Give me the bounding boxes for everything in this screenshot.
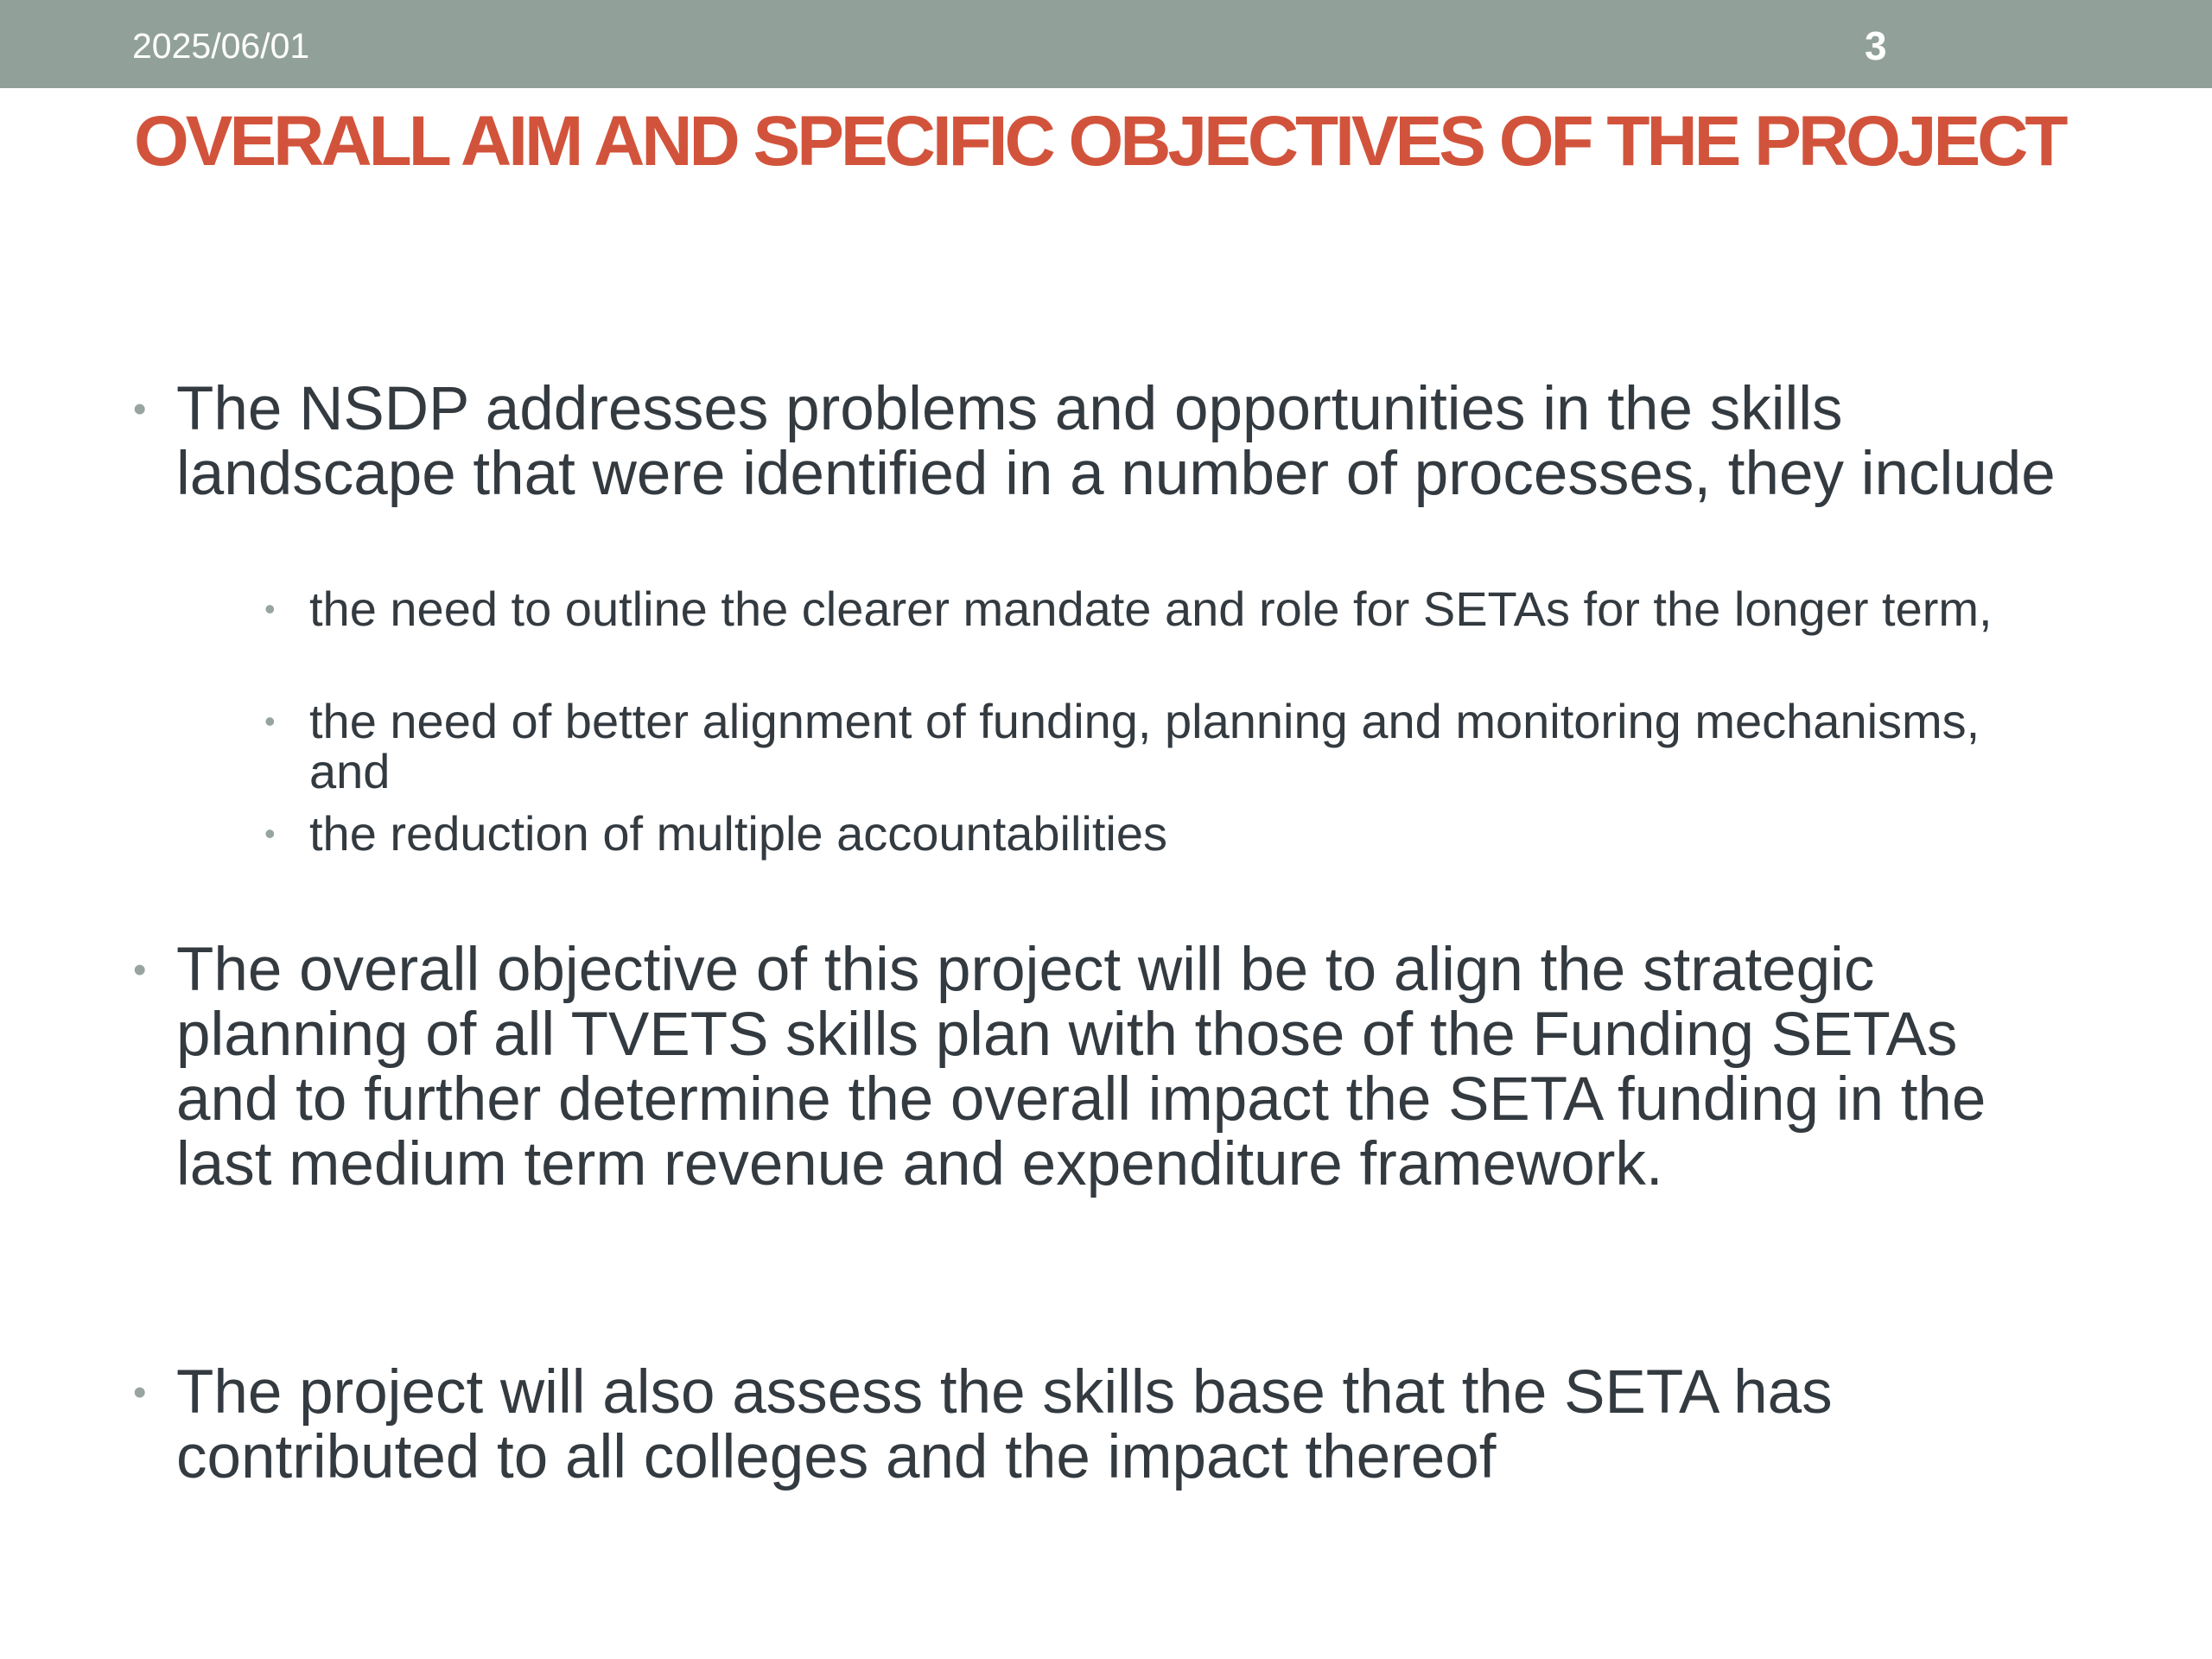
sub-bullet-item-1 xyxy=(264,582,2037,636)
bullet-marker: • xyxy=(133,388,147,430)
bullet-item-3 xyxy=(133,1358,2060,1491)
bullet-marker: • xyxy=(133,949,147,991)
sub-bullet-marker: • xyxy=(264,816,276,851)
bullet-item-2 xyxy=(133,936,2060,1198)
slide-date: 2025/06/01 xyxy=(132,26,310,66)
sub-bullet-text: the reduction of multiple accountabilities xyxy=(309,806,1168,861)
bullet-marker: • xyxy=(133,1371,147,1414)
bullet-text: The overall objective of this project will be to align the strategic planning of all TVETS skills plan with those of the Funding SETAs and to further determine the overall impact the SETA funding in the last medium term revenue and expenditure framework. xyxy=(176,936,1986,1198)
bullet-text: The project will also assess the skills base that the SETA has contributed to all colleges and the impact thereof xyxy=(176,1358,1833,1491)
sub-bullet-text: the need of better alignment of funding, planning and monitoring mechanisms, and xyxy=(309,694,1980,798)
bullet-item-1 xyxy=(133,375,2060,508)
sub-bullet-item-2 xyxy=(264,694,2037,798)
bullet-text: The NSDP addresses problems and opportunities in the skills landscape that were identified in a number of processes, they include xyxy=(176,375,2056,508)
slide-page-number: 3 xyxy=(1865,23,1887,68)
sub-bullet-text: the need to outline the clearer mandate and role for SETAs for the longer term, xyxy=(309,582,1993,636)
sub-bullet-marker: • xyxy=(264,591,276,626)
sub-bullet-marker: • xyxy=(264,703,276,739)
sub-bullet-item-3 xyxy=(264,806,2037,861)
slide-title: OVERALL AIM AND SPECIFIC OBJECTIVES OF THE PROJECT xyxy=(134,102,2065,181)
